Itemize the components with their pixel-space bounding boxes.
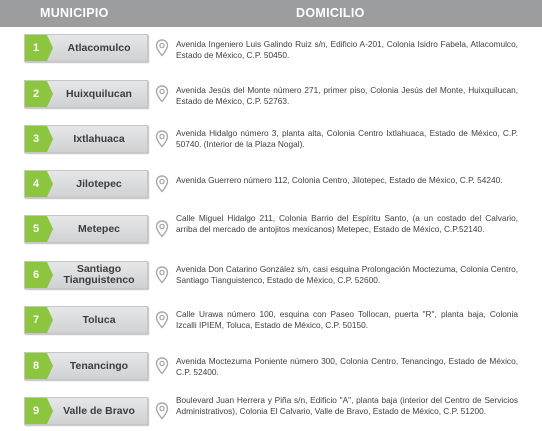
municipio-tag [24,352,148,380]
municipio-name: Ixtlahuaca [73,132,125,145]
row-number: 6 [25,262,47,288]
location-pin-icon [155,130,169,148]
municipio-name: Valle de Bravo [63,404,135,417]
row-number: 9 [25,398,47,424]
location-pin-icon [155,266,169,284]
header-domicilio: DOMICILIO [296,6,365,20]
row-number: 4 [25,171,47,197]
location-pin-icon [155,85,169,103]
domicilio-text: Avenida Jesús del Monte número 271, primer piso, Colonia Jesús del Monte, Huixquilucan, Estado de México, C.P. 52763. [176,85,518,106]
row-number: 1 [25,35,47,61]
domicilio-text: Avenida Don Catarino González s/n, casi esquina Prolongación Moctezuma, Colonia Centro, Santiago Tianguistenco, Estado de México, C.P. 52600. [176,264,518,285]
location-pin-icon [155,311,169,329]
municipio-name: Jilotepec [76,177,122,190]
domicilio-text: Avenida Hidalgo número 3, planta alta, Colonia Centro Ixtlahuaca, Estado de México, C.P. 50740. (Interior de la Plaza Nogal). [176,128,518,149]
location-pin-icon [155,220,169,238]
domicilio-text: Calle Miguel Hidalgo 211, Colonia Barrio del Espíritu Santo, (a un costado del Calvario, arriba del mercado de antojitos mexicanos) Metepec, Estado de México, C.P.52140. [176,213,518,234]
municipio-name: Atlacomulco [67,41,131,54]
location-pin-icon [155,357,169,375]
municipio-tag [24,397,148,425]
row-number: 5 [25,216,47,242]
municipio-name: Tenancingo [69,359,129,372]
municipio-tag [24,261,148,289]
row-number: 2 [25,81,47,107]
municipio-tag [24,125,148,153]
header-municipio: MUNICIPIO [40,6,109,20]
location-pin-icon [155,175,169,193]
municipio-name: Toluca [82,313,116,326]
location-pin-icon [155,402,169,420]
domicilio-text: Calle Urawa número 100, esquina con Paseo Tollocan, puerta "R", planta baja, Colonia Izcalli IPIEM, Toluca, Estado de México, C.P. 50150. [176,309,518,330]
row-number: 3 [25,126,47,152]
location-pin-icon [155,39,169,57]
municipio-name: Huixquilucan [66,87,132,100]
municipio-tag [24,215,148,243]
municipio-tag [24,34,148,62]
municipio-tag [24,306,148,334]
domicilio-text: Avenida Guerrero número 112, Colonia Centro, Jilotepec, Estado de México, C.P. 54240. [176,175,503,185]
municipio-tag [24,170,148,198]
municipio-name: Santiago Tianguistenco [63,263,135,286]
domicilio-text: Boulevard Juan Herrera y Piña s/n, Edificio "A", planta baja (interior del Centro de Servicios Administrativos), Colonia El Calvario, Valle de Bravo, Estado de México, C.P. 51200. [176,395,518,416]
row-number: 8 [25,353,47,379]
table-header [0,0,542,27]
row-number: 7 [25,307,47,333]
domicilio-text: Avenida Moctezuma Poniente número 300, Colonia Centro, Tenancingo, Estado de México, C.P. 52400. [176,356,518,377]
municipio-tag [24,80,148,108]
domicilio-text: Avenida Ingeniero Luis Galindo Ruiz s/n, Edificio A-201, Colonia Isidro Fabela, Atlacomulco, Estado de México, C.P. 50450. [176,39,518,60]
municipio-name: Metepec [77,222,120,235]
